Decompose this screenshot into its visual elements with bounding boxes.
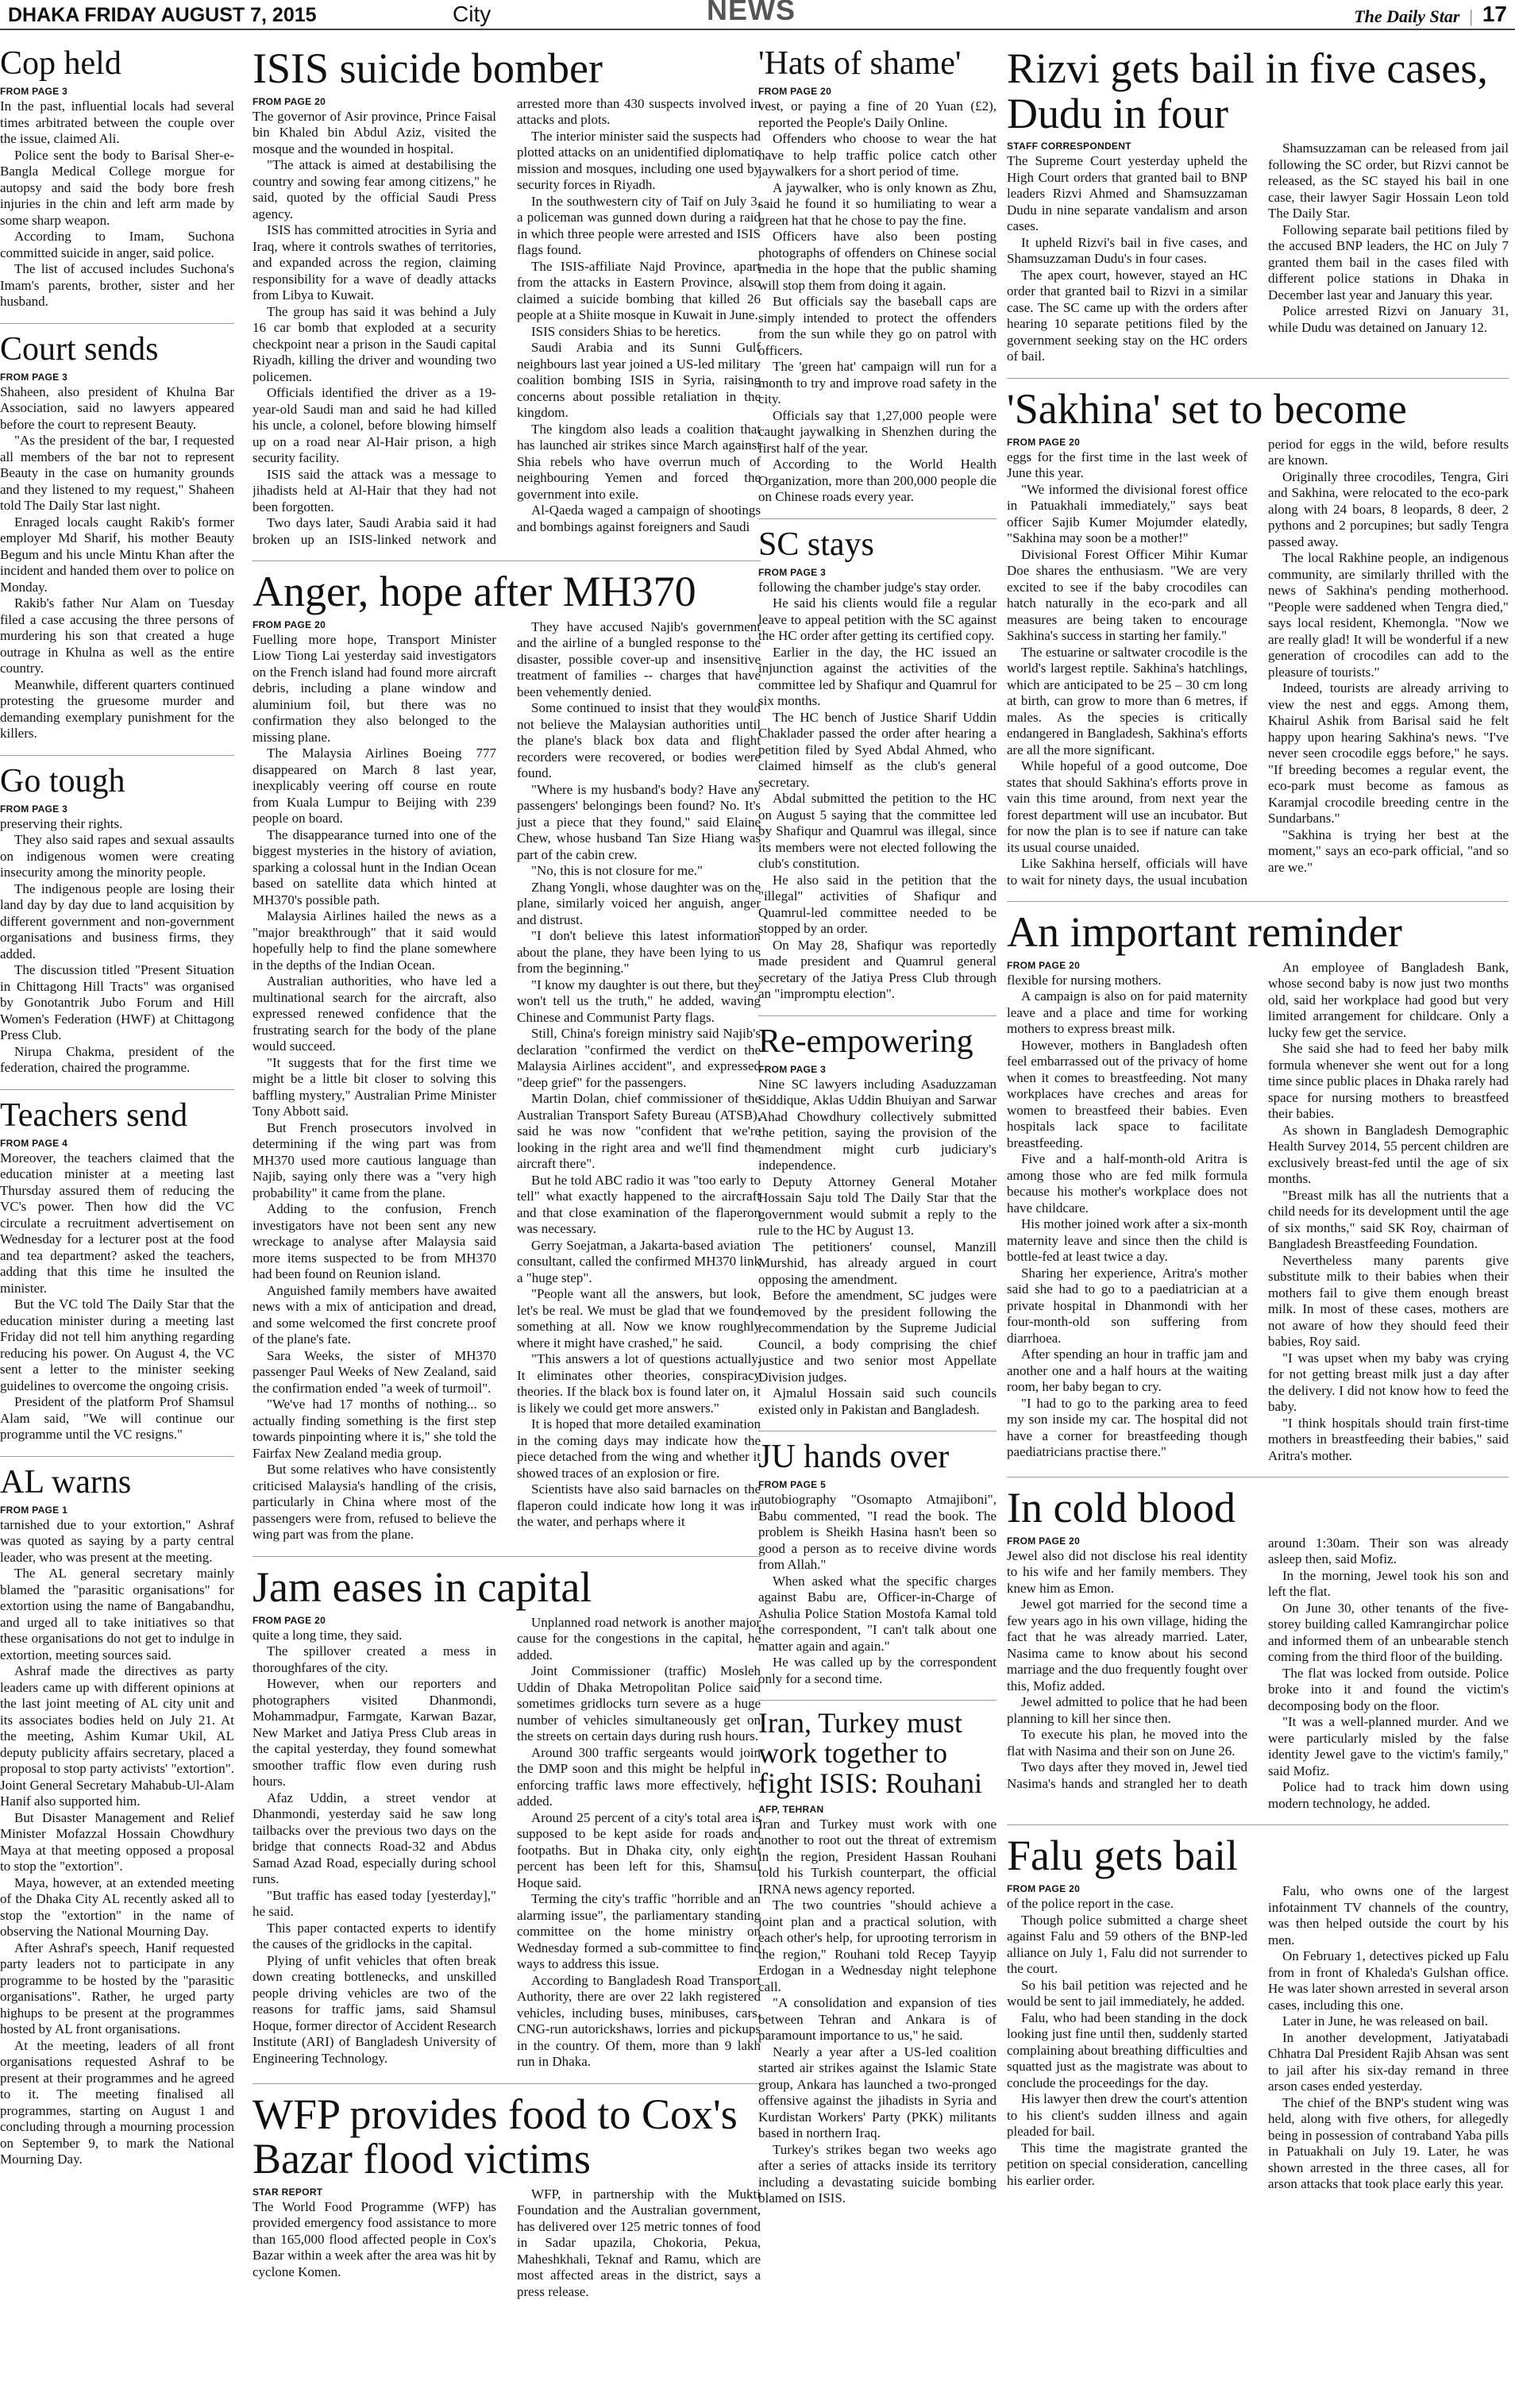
article-paragraph: Like Sakhina herself, officials will have to wait for ninety days, the usual incubation period for eggs in the wild, before results are known. xyxy=(1007,436,1509,888)
article-paragraph: Saudi Arabia and its Sunni Gulf neighbours last year joined a US-led military coalition bombing ISIS in Syria, raising concerns about possible retaliation in the kingdom. xyxy=(517,340,761,421)
article-paragraph: According to the World Health Organization, more than 200,000 people die on Chinese roads every year. xyxy=(758,457,997,505)
article xyxy=(0,1456,234,2168)
article-paragraph: Moreover, the teachers claimed that the education minister at a meeting last Thursday assured them of reducing the VC's power. Then how did the VC circulate a recruitment advertisement on Wednesday for a lecturer post at the food and tea department? asked the teachers, adding that this time he insulted the minister. xyxy=(0,1150,234,1296)
article-paragraph: In the past, influential locals had several times arbitrated between the couple over the issue, claimed Ali. xyxy=(0,98,234,147)
article-headline: Court sends xyxy=(0,330,159,368)
article-body xyxy=(758,567,997,1003)
article-paragraph: On February 1, detectives picked up Falu from in front of Khaleda's Gulshan office. He was later shown arrested in several arson cases, including this one. xyxy=(1268,1948,1509,2013)
article-paragraph: Sara Weeks, the sister of MH370 passenger Paul Weeks of New Zealand, said the confirmation ended "a week of turmoil". xyxy=(252,1347,496,1396)
article-kicker: AFP, TEHRAN xyxy=(758,1803,824,1815)
article-paragraph: Police had to track him down using modern technology, he added. xyxy=(1268,1779,1509,1811)
article xyxy=(1007,901,1509,1464)
article-paragraph: The two countries "should achieve a joint plan and a practical solution, with each other's help, for uprooting terrorism in the region," Rouhani told Recep Tayyip Erdogan in a Wednesday night telephone call. xyxy=(758,1898,997,1994)
article-paragraph: Martin Dolan, chief commissioner of the Australian Transport Safety Bureau (ATSB), said he was now "confident that we're looking in the right area and we'll find the aircraft there". xyxy=(517,1091,761,1172)
article-paragraph: The petitioners' counsel, Manzill Murshid, has already argued in court opposing the amendment. xyxy=(758,1239,997,1287)
section-label: City xyxy=(453,2,492,26)
article-paragraph: The ISIS-affiliate Najd Province, apart from the attacks in Eastern Province, also claimed a suicide bombing that killed 26 people at a Shiite mosque in Kuwait in June. xyxy=(517,258,761,323)
article-headline: AL warns xyxy=(0,1463,132,1501)
article-headline: An important reminder xyxy=(1007,908,1402,957)
article-kicker: FROM PAGE 5 xyxy=(758,1479,827,1491)
article-paragraph: "I was upset when my baby was crying for not getting breast milk just a day after the delivery. I did not know how to feed the baby. xyxy=(1268,1350,1509,1415)
masthead-right xyxy=(1354,2,1507,27)
article-paragraph: "I had to go to the parking area to feed my son inside my car. The hospital did not have a corner for breastfeeding though paediatricians practise there." xyxy=(1007,1395,1247,1460)
article xyxy=(252,46,761,548)
article-paragraph: It upheld Rizvi's bail in five cases, and Shamsuzzaman Dudu's in four cases. xyxy=(1007,234,1247,267)
article-kicker: FROM PAGE 20 xyxy=(252,1614,326,1626)
article-paragraph: Nine SC lawyers including Asaduzzaman Siddique, Aklas Uddin Bhuiyan and Sarwar Ahad Chowdhury collectively submitted the petition, saying the provision of the amendment might curb judiciary's independence. xyxy=(758,1076,997,1173)
article-body xyxy=(252,619,761,1543)
article xyxy=(0,46,234,310)
article xyxy=(0,1089,234,1443)
article-paragraph: Falu, who owns one of the largest infotainment TV channels of the country, was then helped outside the court by his men. xyxy=(1268,1883,1509,1948)
article-kicker: FROM PAGE 20 xyxy=(758,86,832,98)
article-kicker: FROM PAGE 3 xyxy=(758,1063,827,1075)
article-kicker: FROM PAGE 20 xyxy=(1007,1883,1081,1895)
masthead xyxy=(0,0,1515,30)
article-body xyxy=(758,1479,997,1687)
article-paragraph: Rakib's father Nur Alam on Tuesday filed a case accusing the three persons of murdering his son that created a huge outrage in Khulna as well as the entire country. xyxy=(0,595,234,676)
article-body xyxy=(252,1615,761,2071)
article-kicker: FROM PAGE 20 xyxy=(1007,1535,1081,1547)
article-paragraph: The group has said it was behind a July 16 car bomb that exploded at a security checkpoint near a prison in the Saudi capital Riyadh, killing the driver and wounding two policemen. xyxy=(252,303,496,384)
column-3 xyxy=(758,46,997,2396)
article-kicker: FROM PAGE 4 xyxy=(0,1137,68,1149)
article-paragraph: preserving their rights. xyxy=(0,815,123,831)
article xyxy=(758,1700,997,2206)
article-headline: 'Hats of shame' xyxy=(758,46,962,82)
column-4 xyxy=(1007,46,1515,2396)
article-paragraph: They have accused Najib's government and the airline of a bungled response to the disaster, possible cover-up and insensitive treatment of families -- charges that have been vehemently denied. xyxy=(517,618,761,699)
article-paragraph: A campaign is also on for paid maternity leave and a place and time for working mothers to express breast milk. xyxy=(1007,988,1247,1037)
article-body xyxy=(0,1505,234,2168)
article-body xyxy=(1007,960,1509,1465)
article-paragraph: Enraged locals caught Rakib's former employer Md Sharif, his mother Beauty Begum and his uncle Mintu Khan after the incident and handed them over to police on Monday. xyxy=(0,514,234,595)
article-headline: Go tough xyxy=(0,762,125,799)
article-paragraph: ISIS has committed atrocities in Syria and Iraq, where it controls swathes of territories, and expanded across the region, claiming responsibility for a wave of deadly attacks from Libya to Kuwait. xyxy=(252,222,496,303)
article-headline: WFP provides food to Cox's Bazar flood victims xyxy=(252,2090,738,2183)
article-paragraph: "We informed the divisional forest office in Patuakhali immediately," says beat officer Sajib Kumer Mojumder elatedly, "Sakhina may soon be a mother!" xyxy=(1007,481,1247,546)
article-paragraph: "A consolidation and expansion of ties between Tehran and Ankara is of paramount importance to us," he said. xyxy=(758,1995,997,2044)
article xyxy=(1007,1477,1509,1812)
article-headline: Cop held xyxy=(0,46,121,82)
article-paragraph: Jewel got married for the second time a few years ago in his own village, hiding the fact that he was already married. Later, Nasima came to know about his second marriage and the duo frequently fought over this, Mofiz added. xyxy=(1007,1597,1247,1693)
article-paragraph: But officials say the baseball caps are simply intended to protect the offenders from the sun while they go on patrol with officers. xyxy=(758,294,997,358)
article-paragraph: This time the magistrate granted the petition on special consideration, cancelling his earlier order. xyxy=(1007,2140,1247,2188)
article xyxy=(1007,378,1509,888)
article-paragraph: An employee of Bangladesh Bank, whose second baby is now just two months old, said her workplace had good but very limited arrangement for childcare. Only a lucky few get the service. xyxy=(1268,959,1509,1040)
article-paragraph: Meanwhile, different quarters continued protesting the gruesome murder and demanding exemplary punishment for the killers. xyxy=(0,676,234,742)
article-paragraph: But the VC told The Daily Star that the education minister during a meeting last Friday did not tell him anything regarding reducing his power. On August 4, the VC sent a letter to the minister seeking guidelines to overcome the ongoing crisis. xyxy=(0,1296,234,1393)
article-headline: Teachers send xyxy=(0,1096,188,1134)
article-paragraph: tarnished due to your extortion," Ashraf was quoted as saying by a party central leader, who was present at the meeting. xyxy=(0,1516,234,1565)
article-headline: 'Sakhina' set to become xyxy=(1007,384,1407,433)
article-kicker: FROM PAGE 20 xyxy=(252,618,326,630)
article xyxy=(758,1015,997,1419)
paper-name: The Daily Star xyxy=(1354,6,1460,26)
article-paragraph: Around 300 traffic sergeants would join the DMP soon and this might be helpful in enforcing traffic laws more effectively, he added. xyxy=(517,1744,761,1809)
article-paragraph: Shamsuzzaman can be released from jail following the SC order, but Rizvi cannot be released, as the SC stayed his bail in one case, their lawyer Sagir Hossain Leon told The Daily Star. xyxy=(1268,141,1509,222)
article-paragraph: The interior minister said the suspects had plotted attacks on an unidentified diplomatic mission and mosques, including one used by security forces in Riyadh. xyxy=(517,128,761,193)
article-paragraph: flexible for nursing mothers. xyxy=(1007,972,1162,988)
page-number: 17 xyxy=(1482,2,1507,26)
article-kicker: FROM PAGE 3 xyxy=(0,371,68,383)
article-paragraph: Shaheen, also president of Khulna Bar Association, said no lawyers appeared before the court to represent Beauty. xyxy=(0,383,234,432)
article-paragraph: Before the amendment, SC judges were removed by the president following the recommendation by the Supreme Judicial Council, a body comprising the chief justice and two senior most Appellate Division judges. xyxy=(758,1288,997,1385)
article-body xyxy=(1007,141,1509,365)
article-paragraph: According to Imam, Suchona committed suicide in anger, said police. xyxy=(0,229,234,260)
article-paragraph: The estuarine or saltwater crocodile is the world's largest reptile. Sakhina's hatchlings, which are anticipated to be 25 – 30 cm long at birth, can grow to more than 6 metres, if males. As the species is critically endangered in Bangladesh, Sakhina's efforts are all the more significant. xyxy=(1007,644,1247,757)
article-kicker: FROM PAGE 3 xyxy=(0,803,68,815)
article-paragraph: The kingdom also leads a coalition that has launched air strikes since March against Shia rebels who have overrun much of neighbouring Yemen and forced the government into exile. xyxy=(517,421,761,502)
article-paragraph: Zhang Yongli, whose daughter was on the plane, similarly voiced her anguish, anger and distrust. xyxy=(517,879,761,927)
article-paragraph: This paper contacted experts to identify the causes of the gridlocks in the capital. xyxy=(252,1920,496,1952)
article-paragraph: Police sent the body to Barisal Sher-e-Bangla Medical College morgue for autopsy and said the body bore fresh injuries in the chin and left arm made by some sharp weapon. xyxy=(0,147,234,228)
article-paragraph: eggs for the first time in the last week of June this year. xyxy=(1007,449,1247,481)
article-paragraph: Officials identified the driver as a 19-year-old Saudi man and said he had killed his uncle, a colonel, before blowing himself up on a road near Al-Hair prison, a high security facility. xyxy=(252,385,496,466)
article-headline: Iran, Turkey must work together to fight ISIS: Rouhani xyxy=(758,1707,983,1799)
article-paragraph: He said his clients would file a regular leave to appeal petition with the SC against the HC order after getting its certified copy. xyxy=(758,595,997,644)
article-paragraph: Plying of unfit vehicles that often break down creating bottlenecks, and unskilled people driving vehicles are two of the reasons for traffic jams, said Shamsul Hoque, former director of Accident Research Institute (ARI) of Bangladesh University of Engineering Technology. xyxy=(252,1952,496,2066)
article-body xyxy=(758,1064,997,1419)
article-paragraph: However, mothers in Bangladesh often feel embarrassed out of the privacy of home when it comes to breastfeeding. Not many workplaces have creches and areas for women to breastfeed their babies. Even hospitals lack space to facilitate breastfeeding. xyxy=(1007,1037,1247,1150)
article-paragraph: He was called up by the correspondent only for a second time. xyxy=(758,1655,997,1686)
article xyxy=(252,1556,761,2071)
column-2 xyxy=(252,46,761,2396)
article-paragraph: The flat was locked from outside. Police broke into it and found the victim's decomposing body on the floor. xyxy=(1268,1665,1509,1713)
article-paragraph: "I know my daughter is out there, but they won't tell us the truth," he added, waving Chinese and Communist Party flags. xyxy=(517,977,761,1025)
article-body xyxy=(758,1804,997,2207)
article-paragraph: "People want all the answers, but look, let's be real. We must be glad that we found something at all. Now we know roughly where it might have crashed," he said. xyxy=(517,1286,761,1350)
article-paragraph: The World Food Programme (WFP) has provided emergency food assistance to more than 165,000 flood affected people in Cox's Bazar within a week after the area was hit by cyclone Komen. xyxy=(252,2198,496,2279)
article-body xyxy=(1007,437,1509,889)
article-paragraph: "But traffic has eased today [yesterday]," he said. xyxy=(252,1887,496,1920)
article-paragraph: Some continued to insist that they would not believe the Malaysian authorities until the plane's black box data and flight recorders were recovered, or bodies were found. xyxy=(517,700,761,781)
article-paragraph: "It was a well-planned murder. And we were particularly misled by the false identity Jewel gave to the victim's family," said Mofiz. xyxy=(1268,1714,1509,1778)
column-1 xyxy=(0,46,242,2396)
article-paragraph: "It suggests that for the first time we might be a little bit closer to solving this baffling mystery," Australian Prime Minister Tony Abbott said. xyxy=(252,1054,496,1119)
article xyxy=(252,561,761,1543)
article-paragraph: "Breast milk has all the nutrients that a child needs for its development until the age of six months," said SK Roy, chairman of Bangladesh Breastfeeding Foundation. xyxy=(1268,1187,1509,1252)
article-paragraph: Ajmalul Hossain said such councils existed only in Pakistan and Bangladesh. xyxy=(758,1385,997,1417)
article xyxy=(0,755,234,1077)
article-paragraph: Jewel also did not disclose his real identity to his wife and her family members. They knew him as Emon. xyxy=(1007,1547,1247,1596)
article-paragraph: In the morning, Jewel took his son and left the flat. xyxy=(1268,1567,1509,1600)
article xyxy=(758,518,997,1003)
article-body xyxy=(1007,1535,1509,1813)
article-paragraph: Around 25 percent of a city's total area is supposed to be kept aside for roads and footpaths. But in Dhaka city, only eight percent has been left for this, Shamsul Hoque said. xyxy=(517,1809,761,1890)
article-body xyxy=(1007,1883,1509,2193)
article-paragraph: But French prosecutors involved in determining if the wing part was from MH370 used more cautious language than Najib, saying only there was a "very high probability" it came from the plane. xyxy=(252,1119,496,1200)
article-paragraph: On June 30, other tenants of the five-storey building called Kamrangirchar police and informed them of an unbearable stench coming from the third floor of the building. xyxy=(1268,1600,1509,1665)
article-paragraph: Sharing her experience, Aritra's mother said she had to go to a paediatrician at a private hospital in Dhanmondi with her four-month-old son suffering from diarrhoea. xyxy=(1007,1265,1247,1346)
article-paragraph: ISIS said the attack was a message to jihadists held at Al-Hair that they had not been forgotten. xyxy=(252,466,496,514)
article-paragraph: The Malaysia Airlines Boeing 777 disappeared on March 8 last year, inexplicably veering off course en route from Kuala Lumpur to Beijing with 239 people on board. xyxy=(252,746,496,826)
article-body xyxy=(252,96,761,549)
article-headline: Rizvi gets bail in five cases, Dudu in four xyxy=(1007,46,1488,137)
article-paragraph: Still, China's foreign ministry said Najib's declaration "confirmed the verdict on the Malaysia Airlines accident", and expressed "deep grief" for the passengers. xyxy=(517,1026,761,1090)
article-kicker: FROM PAGE 20 xyxy=(1007,436,1081,448)
article-paragraph: The spillover created a mess in thoroughfares of the city. xyxy=(252,1643,496,1675)
article-paragraph: "Sakhina is trying her best at the moment," says an eco-park official, "and so are we." xyxy=(1268,826,1509,875)
article-paragraph: Al-Qaeda waged a campaign of shootings and bombings against foreigners and Saudi xyxy=(517,503,761,534)
article xyxy=(1007,46,1509,365)
article-paragraph: It is hoped that more detailed examination in the coming days may indicate how the piece detached from the wing and whether it showed traces of an explosion or fire. xyxy=(517,1416,761,1481)
article-paragraph: According to Bangladesh Road Transport Authority, there are over 22 lakh registered vehicles, including buses, minibuses, cars, CNG-run autorickshaws, lorries and pickups in the country. Of them, more than 9 lakh run in Dhaka. xyxy=(517,1972,761,2070)
article-paragraph: "The attack is aimed at destabilising the country and sowing fear among citizens," he said, quoted by the official Saudi Press agency. xyxy=(252,157,496,222)
article-paragraph: Though police submitted a charge sheet against Falu and 59 others of the BNP-led alliance on July 1, Falu did not surrender to the court. xyxy=(1007,1912,1247,1977)
article-paragraph: But he told ABC radio it was "too early to tell" what exactly happened to the aircraft and that close examination of the flaperon was necessary. xyxy=(517,1172,761,1237)
article-headline: In cold blood xyxy=(1007,1484,1236,1532)
article-paragraph: But Disaster Management and Relief Minister Mofazzal Hossain Chowdhury Maya at that meeting opposed a proposal to stop the "extortion". xyxy=(0,1809,234,1874)
article-paragraph: "No, this is not closure for me." xyxy=(531,863,703,879)
article-paragraph: ISIS considers Shias to be heretics. xyxy=(531,323,721,339)
article xyxy=(0,323,234,742)
article-paragraph: Malaysia Airlines hailed the news as a "major breakthrough" that it said would hopefully help to find the plane somewhere in the depths of the Indian Ocean. xyxy=(252,908,496,973)
article-body xyxy=(0,86,234,310)
article-paragraph: "I think hospitals should train first-time mothers in breastfeeding their babies," said Aritra's mother. xyxy=(1268,1415,1509,1463)
article-paragraph: Officers have also been posting photographs of offenders on Chinese social media in the hope that the public shaming will stop them from doing it again. xyxy=(758,229,997,293)
article-paragraph: The Supreme Court yesterday upheld the High Court orders that granted bail to BNP leaders Rizvi Ahmed and Shamsuzzaman Dudu in nine separate vandalism and arson cases. xyxy=(1007,153,1247,234)
article-paragraph: Nirupa Chakma, president of the federation, chaired the programme. xyxy=(0,1043,234,1076)
article-paragraph: To execute his plan, he moved into the flat with Nasima and their son on June 26. xyxy=(1007,1727,1247,1759)
article-paragraph: "Where is my husband's body? Have any passengers' belongings been found? No. It's just a piece that they found," said Elaine Chew, whose husband Tan Size Hiang was part of the cabin crew. xyxy=(517,781,761,862)
article-paragraph: Maya, however, at an extended meeting of the Dhaka City AL recently asked all to stop the "extortion" in the name of observing the National Mourning Day. xyxy=(0,1874,234,1940)
article-paragraph: The chief of the BNP's student wing was held, along with five others, for allegedly being in possession of contraband Yaba pills in Patuakhali on July 19. Later, he was shown arrested in the three cases, all for arson attacks that took place early this year. xyxy=(1268,2094,1509,2192)
article-paragraph: "As the president of the bar, I requested all members of the bar not to represent Beauty in the case on humanity grounds and they listened to my request," Shaheen told The Daily Star last night. xyxy=(0,433,234,514)
article-paragraph: While hopeful of a good outcome, Doe states that should Sakhina's efforts prove in vain this time around, from next year the forest department will use an incubator. But for now the plan is to see if nature can take its usual course unaided. xyxy=(1007,758,1247,855)
article-body xyxy=(758,86,997,506)
article-paragraph: quite a long time, they said. xyxy=(252,1627,403,1643)
news-label: NEWS xyxy=(707,0,796,26)
article-headline: Anger, hope after MH370 xyxy=(252,568,696,616)
article-paragraph: Jewel admitted to police that he had been planning to kill her since then. xyxy=(1007,1694,1247,1726)
article-paragraph: The HC bench of Justice Sharif Uddin Chaklader passed the order after hearing a petition filed by Syed Abdal Ahmed, who claimed himself as the club's general secretary. xyxy=(758,709,997,790)
article-paragraph: Fuelling more hope, Transport Minister Liow Tiong Lai yesterday said investigators on the French island had found more aircraft debris, including a plane window and aluminium foil, but there was no confirmation they also belonged to the missing plane. xyxy=(252,631,496,745)
article-headline: ISIS suicide bomber xyxy=(252,46,603,92)
article-paragraph: Turkey's strikes began two weeks ago after a series of attacks inside its territory including a devastating suicide bombing blamed on ISIS. xyxy=(758,2141,997,2206)
article-kicker: FROM PAGE 1 xyxy=(0,1504,68,1516)
article-paragraph: autobiography "Osomapto Atmajiboni", Babu commented, "I read the book. The problem is Sheikh Hasina hasn't been so good a person as to receive divine words from Allah." xyxy=(758,1492,997,1573)
article-paragraph: Falu, who had been standing in the dock looking just fine until then, suddenly started complaining about breathing difficulties and squatted just as the magistrate was about to conclude the proceedings for the day. xyxy=(1007,2009,1247,2090)
article-paragraph: Adding to the confusion, French investigators have not been sent any new wreckage to analyse after Malaysia said more items suspected to be from MH370 had been found on Reunion island. xyxy=(252,1201,496,1282)
article-paragraph: As shown in Bangladesh Demographic Health Survey 2014, 55 percent children are exclusively breast-fed until the age of six months. xyxy=(1268,1122,1509,1187)
article-paragraph: Originally three crocodiles, Tengra, Giri and Sakhina, were relocated to the eco-park along with 24 boars, 8 leopards, 8 deer, 2 pythons and 2 porcupines; but sadly Tengra passed away. xyxy=(1268,468,1509,549)
article-paragraph: Indeed, tourists are already arriving to view the nest and eggs. Among them, Khairul Ashik from Barisal said he felt happy upon hearing Sakhina's news. "I've never seen crocodile eggs before," he says. "If breeding becomes a regular event, the eco-park must become as famous as Karamjal crocodile breeding centre in the Sundarbans." xyxy=(1268,680,1509,826)
article-paragraph: In another development, Jatiyatabadi Chhatra Dal President Rajib Ahsan was sent to jail after his six-day remand in three arson cases ended yesterday. xyxy=(1268,2029,1509,2094)
article-paragraph: They also said rapes and sexual assaults on indigenous women were creating insecurity among the minority people. xyxy=(0,832,234,880)
edition-dateline: DHAKA FRIDAY AUGUST 7, 2015 xyxy=(8,4,317,26)
article-paragraph: "I don't believe this latest information about the plane, they have been lying to us from the beginning." xyxy=(517,928,761,977)
article-kicker: FROM PAGE 3 xyxy=(0,86,68,98)
article-paragraph: Following separate bail petitions filed by the accused BNP leaders, the HC on July 7 granted them bail in the cases filed with different police stations in Dhaka in December last year and January this year. xyxy=(1268,222,1509,302)
article-paragraph: A jaywalker, who is only known as Zhu, said he found it so humiliating to wear a green hat that he chose to pay the fine. xyxy=(758,179,997,228)
article-kicker: STAR REPORT xyxy=(252,2186,323,2198)
article-paragraph: The list of accused includes Suchona's Imam's parents, brother, sister and her husband. xyxy=(0,261,234,310)
article-kicker: FROM PAGE 3 xyxy=(758,566,827,578)
article-paragraph: So his bail petition was rejected and he would be sent to jail immediately, he added. xyxy=(1007,1977,1247,2009)
article-headline: JU hands over xyxy=(758,1439,950,1476)
article-paragraph: The discussion titled "Present Situation in Chittagong Hill Tracts" was organised by Gonotantrik Jubo Forum and Hill Women's Federation (HWF) at Chittagong Press Club. xyxy=(0,962,234,1043)
article-paragraph: The disappearance turned into one of the biggest mysteries in the history of aviation, sparking a colossal hunt in the Indian Ocean based on satellite data which hinted at MH370's possible path. xyxy=(252,826,496,907)
article xyxy=(252,2083,761,2301)
article-paragraph: However, when our reporters and photographers visited Dhanmondi, Mohammadpur, Farmgate, Karwan Bazar, New Market and Jatiya Press Club areas in the capital yesterday, they found somewhat smoother traffic flow even during rush hours. xyxy=(252,1676,496,1790)
article xyxy=(1007,1824,1509,2192)
article-paragraph: Officials say that 1,27,000 people were caught jaywalking in Shenzhen during the first half of the year. xyxy=(758,407,997,456)
article-paragraph: of the police report in the case. xyxy=(1007,1896,1174,1912)
article-paragraph: following the chamber judge's stay order. xyxy=(758,579,981,595)
article-paragraph: Later in June, he was released on bail. xyxy=(1282,2013,1489,2029)
article-paragraph: Police arrested Rizvi on January 31, while Dudu was detained on January 12. xyxy=(1268,303,1509,335)
article-body xyxy=(0,372,234,742)
article-paragraph: The indigenous people are losing their land day by day due to land acquisition by different government and non-government organisations and business firms, they added. xyxy=(0,880,234,961)
article-paragraph: Two days later, Saudi Arabia said it had broken up an ISIS-linked network and arrested more than 430 suspects involved in attacks and plots. xyxy=(252,95,761,547)
article-paragraph: Deputy Attorney General Motaher Hossain Saju told The Daily Star that the government would submit a reply to the rule to the HC by August 13. xyxy=(758,1173,997,1239)
article-headline: Jam eases in capital xyxy=(252,1562,592,1611)
article-paragraph: Scientists have also said barnacles on the flaperon could indicate how long it was in the water, and perhaps where it xyxy=(517,1481,761,1530)
article-paragraph: The AL general secretary mainly blamed the "parasitic organisations" for extortion using the name of Bangabandhu, and urged all to take initiatives so that these organisations do not get to indulge in extortion, meeting sources said. xyxy=(0,1566,234,1662)
article-paragraph: Two days after they moved in, Jewel tied Nasima's hands and strangled her to death around 1:30am. Their son was already asleep then, said Mofiz. xyxy=(1007,1535,1509,1791)
article-kicker: STAFF CORRESPONDENT xyxy=(1007,141,1131,152)
article-paragraph: "This answers a lot of questions actually. It eliminates other theories, conspiracy theories. If the black box is found later on, it is likely we could get more answers." xyxy=(517,1351,761,1416)
article-body xyxy=(0,1138,234,1443)
article-paragraph: Anguished family members have awaited news with a mix of anticipation and dread, and some welcomed the first concrete proof of the plane's fate. xyxy=(252,1282,496,1347)
article-paragraph: Divisional Forest Officer Mihir Kumar Doe shares the enthusiasm. "We are very excited to see if the baby crocodiles can hatch naturally in the eco-park and all measures are being taken to encourage Sakhina's success in starting her family." xyxy=(1007,546,1247,644)
article-paragraph: Terming the city's traffic "horrible and an alarming issue", the parliamentary standing committee on the home ministry on Wednesday formed a sub-committee to find ways to address this issue. xyxy=(517,1891,761,1972)
article-paragraph: Earlier in the day, the HC issued an injunction against the activities of the committee led by Shafiqur and Quamrul for six months. xyxy=(758,644,997,709)
article-headline: Re-empowering xyxy=(758,1023,973,1060)
article-paragraph: Nearly a year after a US-led coalition started air strikes against the Islamic State group, Ankara has launched a two-pronged offensive against the jihadists in Syria and Kurdistan Workers' Party (PKK) militants based in northern Iraq. xyxy=(758,2044,997,2141)
article xyxy=(758,1431,997,1687)
article xyxy=(758,46,997,506)
article-kicker: FROM PAGE 20 xyxy=(252,95,326,107)
article-paragraph: He also said in the petition that the "illegal" activities of Shafiqur and Quamrul-led committee needed to be stopped by an order. xyxy=(758,872,997,937)
article-paragraph: The apex court, however, stayed an HC order that granted bail to Rizvi in a similar case. The SC came up with the orders after hearing 10 separate petitions filed by the government seeking stay on the HC orders of bail. xyxy=(1007,267,1247,364)
article-paragraph: Nevertheless many parents give substitute milk to their babies when their mothers fail to give them enough breast milk. In most of these cases, mothers are not aware of how they should feed their babies, Roy said. xyxy=(1268,1252,1509,1350)
article-kicker: FROM PAGE 20 xyxy=(1007,959,1081,971)
article-paragraph: But some relatives who have consistently criticised Malaysia's handling of the crisis, particularly in China where most of the passengers were from, refused to believe the wing part was from the plane. xyxy=(252,1462,496,1543)
article-paragraph: "We've had 17 months of nothing... so actually finding something is the first step towards pinpointing where it is," she told the Fairfax New Zealand media group. xyxy=(252,1397,496,1461)
article-paragraph: The local Rakhine people, an indigenous community, are similarly thrilled with the news of Sakhina's pending motherhood. "People were saddened when Tengra died," says local resident, Khemongla. "Now we are really glad! It will be wonderful if a new generation of crocodiles can add to the pleasure of tourists." xyxy=(1268,550,1509,680)
article-paragraph: Afaz Uddin, a street vendor at Dhanmondi, yesterday said he saw long tailbacks over the previous two days on the bridge that connects Road-32 and Abdus Samad Azad Road, especially during school runs. xyxy=(252,1790,496,1887)
article-body xyxy=(252,2186,761,2301)
masthead-separator: | xyxy=(1469,6,1473,26)
article-paragraph: Five and a half-month-old Aritra is among those who are fed milk formula because his mother's workplace does not have childcare. xyxy=(1007,1151,1247,1216)
article-paragraph: Joint Commissioner (traffic) Mosleh Uddin of Dhaka Metropolitan Police said sometimes gridlocks turn severe as a huge number of vehicles simultaneously get on the streets on certain days during rush hours. xyxy=(517,1663,761,1744)
article-paragraph: WFP, in partnership with the Mukti Foundation and the Australian government, has delivered over 125 metric tonnes of food in Sadar upazila, Chokoria, Pekua, Maheshkhali, Teknaf and Ramu, which are most affected areas in the district, says a press release. xyxy=(517,2186,761,2299)
article-paragraph: President of the platform Prof Shamsul Alam said, "We will continue our programme until the VC resigns." xyxy=(0,1394,234,1443)
article-paragraph: vest, or paying a fine of 20 Yuan (£2), reported the People's Daily Online. xyxy=(758,98,997,130)
article-headline: SC stays xyxy=(758,526,874,563)
article-headline: Falu gets bail xyxy=(1007,1832,1238,1880)
article-paragraph: Australian authorities, who have led a multinational search for the aircraft, also expressed renewed confidence that the frustrating search for the body of the plane would succeed. xyxy=(252,973,496,1054)
article-body xyxy=(0,803,234,1077)
article-paragraph: On May 28, Shafiqur was reportedly made president and Quamrul general secretary of the Jatiya Press Club through an "impromptu election". xyxy=(758,937,997,1002)
article-paragraph: At the meeting, leaders of all front organisations requested Ashraf to be present at their programmes and he agreed to it. The meeting finalised all programmes, starting on August 1 and concluding through a mourning procession on September 9, to mark the National Mourning Day. xyxy=(0,2037,234,2167)
article-paragraph: Gerry Soejatman, a Jakarta-based aviation consultant, called the confirmed MH370 link a "huge step". xyxy=(517,1237,761,1285)
article-paragraph: His mother joined work after a six-month maternity leave and since then the child is bottle-fed at least twice a day. xyxy=(1007,1216,1247,1265)
article-paragraph: After Ashraf's speech, Hanif requested party leaders not to participate in any programme to be hosted by the "parasitic organisations". Rather, he urged party highups to be present at the programmes hosted by AL front organisations. xyxy=(0,1940,234,2037)
article-paragraph: Ashraf made the directives as party leaders came up with different opinions at the last joint meeting of AL city unit and its associates bodies held on July 21. At the meeting, Ashim Kumar Ukil, AL deputy publicity affairs secretary, placed a proposal to stop party activists' "extortion". Joint General Secretary Mahabub-Ul-Alam Hanif also supported him. xyxy=(0,1663,234,1809)
article-paragraph: The 'green hat' campaign will run for a month to try and improve road safety in the city. xyxy=(758,359,997,407)
article-paragraph: His lawyer then drew the court's attention to his client's sudden illness and again pleaded for bail. xyxy=(1007,2091,1247,2140)
article-paragraph: In the southwestern city of Taif on July 3, a policeman was gunned down during a raid in which three people were arrested and ISIS flags found. xyxy=(517,193,761,258)
article-paragraph: The governor of Asir province, Prince Faisal bin Khaled bin Abdul Aziz, visited the mosque and the wounded in hospital. xyxy=(252,108,496,156)
article-paragraph: She said she had to feed her baby milk formula whenever she went out for a long time since public places in Dhaka rarely had space for nursing mothers to breastfeed their babies. xyxy=(1268,1041,1509,1122)
article-paragraph: When asked what the specific charges against Babu are, Officer-in-Charge of Ashulia Police Station Mostofa Kamal told the correspondent, "I can't talk about one matter again and again." xyxy=(758,1573,997,1654)
article-paragraph: Unplanned road network is another major cause for the congestions in the capital, he added. xyxy=(517,1614,761,1662)
article-paragraph: Offenders who choose to wear the hat have to help traffic police catch other jaywalkers for a short period of time. xyxy=(758,131,997,179)
article-paragraph: Abdal submitted the petition to the HC on August 5 saying that the committee led by Shafiqur and Quamrul was illegal, since its members were not elected following the club's constitution. xyxy=(758,791,997,872)
article-paragraph: Iran and Turkey must work with one another to root out the threat of extremism in the region, President Hassan Rouhani told his Turkish counterpart, the official IRNA news agency reported. xyxy=(758,1816,997,1897)
article-paragraph: After spending an hour in traffic jam and another one and a half hours at the waiting room, her baby began to cry. xyxy=(1007,1347,1247,1395)
